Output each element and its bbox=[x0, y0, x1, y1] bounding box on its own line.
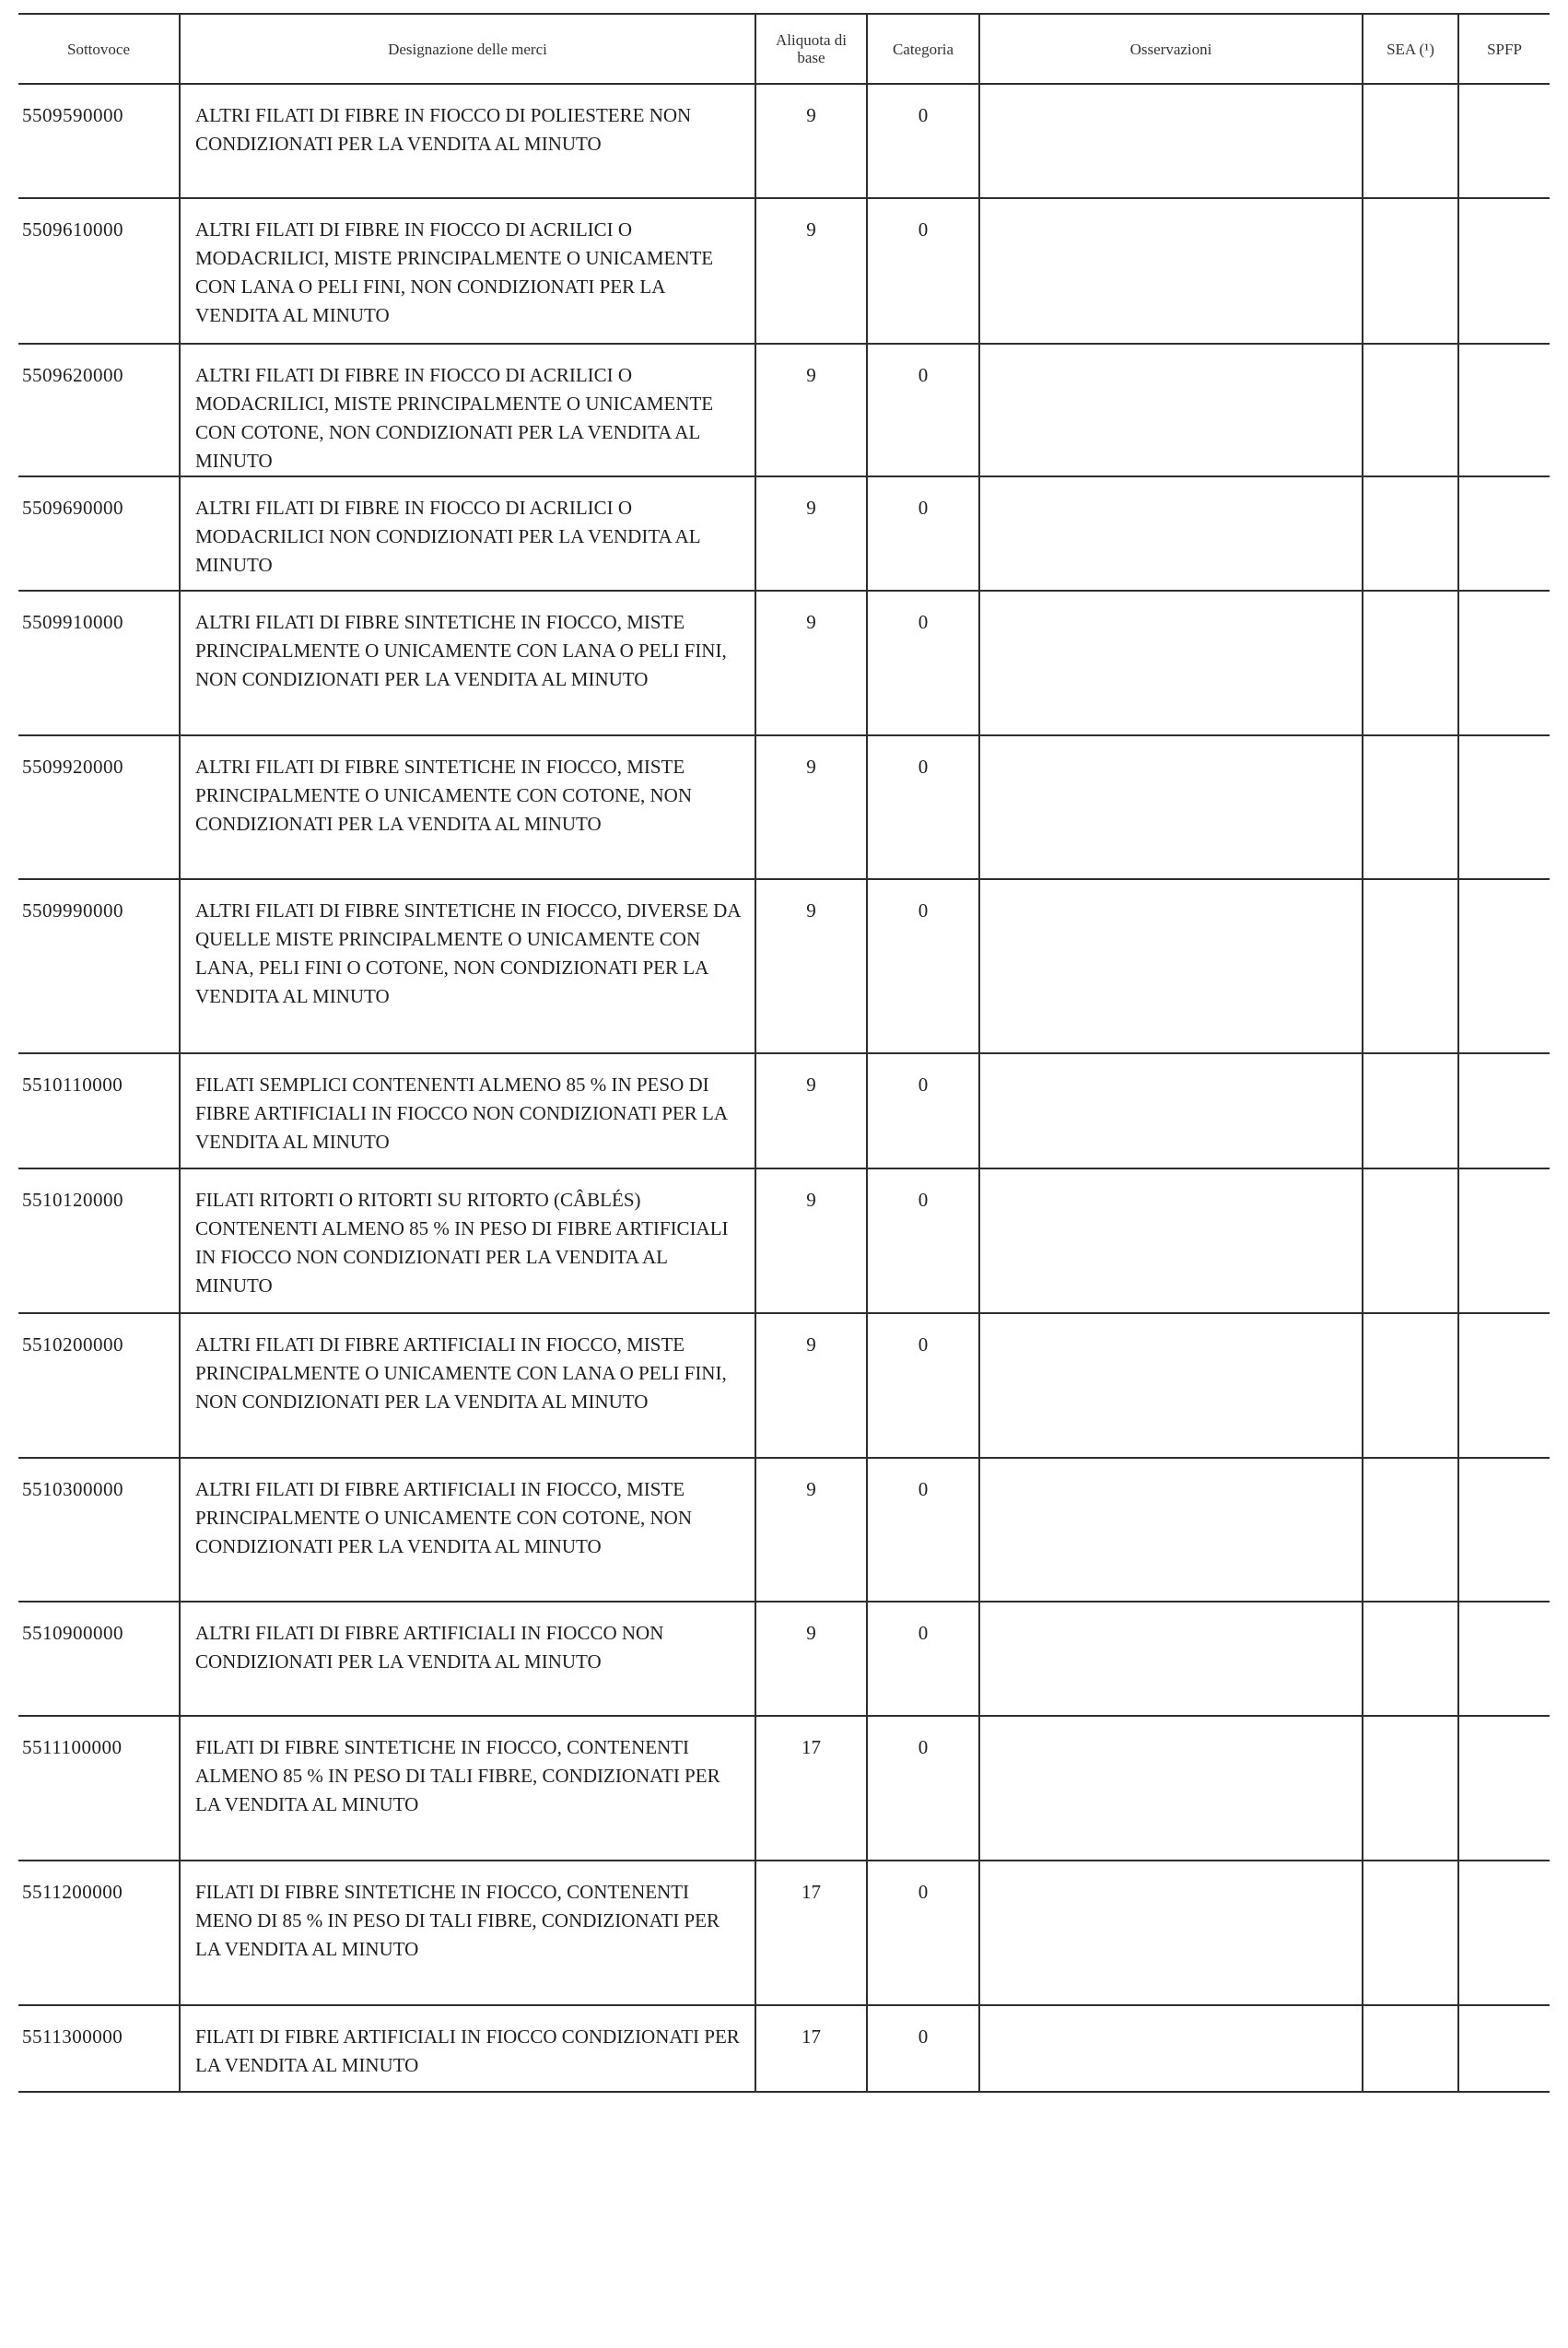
cell-sea bbox=[1363, 198, 1458, 344]
cell-categoria: 0 bbox=[867, 1458, 979, 1602]
cell-sea bbox=[1363, 1861, 1458, 2005]
table-row bbox=[18, 879, 1550, 1053]
cell-description: ALTRI FILATI DI FIBRE SINTETICHE IN FIOCCO, MISTE PRINCIPALMENTE O UNICAMENTE CON LANA O PELI FINI, NON CONDIZIONATI PER LA VENDITA AL MINUTO bbox=[180, 591, 755, 735]
cell-description: ALTRI FILATI DI FIBRE IN FIOCCO DI POLIESTERE NON CONDIZIONATI PER LA VENDITA AL MINUTO bbox=[180, 84, 755, 198]
cell-osservazioni bbox=[979, 2005, 1363, 2092]
table-row bbox=[18, 1053, 1550, 1168]
header-categoria: Categoria bbox=[867, 14, 979, 84]
cell-spfp bbox=[1458, 476, 1550, 591]
cell-osservazioni bbox=[979, 735, 1363, 879]
cell-osservazioni bbox=[979, 84, 1363, 198]
cell-aliquota: 9 bbox=[755, 1602, 867, 1716]
header-designazione: Designazione delle merci bbox=[180, 14, 755, 84]
cell-description: ALTRI FILATI DI FIBRE IN FIOCCO DI ACRILICI O MODACRILICI NON CONDIZIONATI PER LA VENDITA AL MINUTO bbox=[180, 476, 755, 591]
cell-osservazioni bbox=[979, 1313, 1363, 1458]
cell-aliquota: 9 bbox=[755, 198, 867, 344]
table-header bbox=[18, 14, 1550, 84]
cell-categoria: 0 bbox=[867, 735, 979, 879]
cell-code: 5509590000 bbox=[18, 84, 180, 198]
table-row bbox=[18, 1458, 1550, 1602]
cell-categoria: 0 bbox=[867, 1053, 979, 1168]
cell-spfp bbox=[1458, 344, 1550, 476]
cell-sea bbox=[1363, 1602, 1458, 1716]
cell-sea bbox=[1363, 476, 1458, 591]
cell-sea bbox=[1363, 1053, 1458, 1168]
table-row bbox=[18, 1861, 1550, 2005]
cell-aliquota: 9 bbox=[755, 84, 867, 198]
table-row bbox=[18, 198, 1550, 344]
cell-aliquota: 9 bbox=[755, 735, 867, 879]
cell-code: 5511100000 bbox=[18, 1716, 180, 1861]
table-row bbox=[18, 591, 1550, 735]
cell-categoria: 0 bbox=[867, 84, 979, 198]
cell-aliquota: 9 bbox=[755, 1458, 867, 1602]
cell-spfp bbox=[1458, 1602, 1550, 1716]
cell-osservazioni bbox=[979, 1716, 1363, 1861]
cell-osservazioni bbox=[979, 1861, 1363, 2005]
cell-description: FILATI SEMPLICI CONTENENTI ALMENO 85 % IN PESO DI FIBRE ARTIFICIALI IN FIOCCO NON CONDIZIONATI PER LA VENDITA AL MINUTO bbox=[180, 1053, 755, 1168]
cell-aliquota: 9 bbox=[755, 1053, 867, 1168]
table-row bbox=[18, 1313, 1550, 1458]
header-osservazioni: Osservazioni bbox=[979, 14, 1363, 84]
cell-osservazioni bbox=[979, 879, 1363, 1053]
cell-description: FILATI DI FIBRE SINTETICHE IN FIOCCO, CONTENENTI ALMENO 85 % IN PESO DI TALI FIBRE, CONDIZIONATI PER LA VENDITA AL MINUTO bbox=[180, 1716, 755, 1861]
cell-spfp bbox=[1458, 1861, 1550, 2005]
cell-categoria: 0 bbox=[867, 879, 979, 1053]
cell-categoria: 0 bbox=[867, 198, 979, 344]
cell-sea bbox=[1363, 1313, 1458, 1458]
table-row bbox=[18, 344, 1550, 476]
cell-description: FILATI RITORTI O RITORTI SU RITORTO (CÂBLÉS) CONTENENTI ALMENO 85 % IN PESO DI FIBRE ARTIFICIALI IN FIOCCO NON CONDIZIONATI PER LA VENDITA AL MINUTO bbox=[180, 1168, 755, 1313]
cell-sea bbox=[1363, 735, 1458, 879]
cell-categoria: 0 bbox=[867, 1602, 979, 1716]
cell-spfp bbox=[1458, 198, 1550, 344]
cell-sea bbox=[1363, 1168, 1458, 1313]
table-row bbox=[18, 1602, 1550, 1716]
cell-spfp bbox=[1458, 879, 1550, 1053]
cell-osservazioni bbox=[979, 1053, 1363, 1168]
cell-aliquota: 17 bbox=[755, 2005, 867, 2092]
cell-categoria: 0 bbox=[867, 1716, 979, 1861]
cell-spfp bbox=[1458, 1313, 1550, 1458]
cell-spfp bbox=[1458, 1168, 1550, 1313]
cell-aliquota: 9 bbox=[755, 1168, 867, 1313]
cell-description: ALTRI FILATI DI FIBRE SINTETICHE IN FIOCCO, MISTE PRINCIPALMENTE O UNICAMENTE CON COTONE, NON CONDIZIONATI PER LA VENDITA AL MINUTO bbox=[180, 735, 755, 879]
cell-code: 5510300000 bbox=[18, 1458, 180, 1602]
table-body bbox=[18, 84, 1550, 2092]
cell-spfp bbox=[1458, 591, 1550, 735]
cell-code: 5510120000 bbox=[18, 1168, 180, 1313]
cell-description: ALTRI FILATI DI FIBRE ARTIFICIALI IN FIOCCO, MISTE PRINCIPALMENTE O UNICAMENTE CON LANA O PELI FINI, NON CONDIZIONATI PER LA VENDITA AL MINUTO bbox=[180, 1313, 755, 1458]
cell-categoria: 0 bbox=[867, 1313, 979, 1458]
cell-osservazioni bbox=[979, 1168, 1363, 1313]
cell-aliquota: 9 bbox=[755, 591, 867, 735]
cell-aliquota: 17 bbox=[755, 1716, 867, 1861]
cell-aliquota: 17 bbox=[755, 1861, 867, 2005]
cell-spfp bbox=[1458, 1053, 1550, 1168]
header-aliquota-line1: Aliquota di bbox=[776, 31, 847, 49]
cell-aliquota: 9 bbox=[755, 1313, 867, 1458]
cell-sea bbox=[1363, 1458, 1458, 1602]
cell-description: FILATI DI FIBRE ARTIFICIALI IN FIOCCO CONDIZIONATI PER LA VENDITA AL MINUTO bbox=[180, 2005, 755, 2092]
cell-sea bbox=[1363, 84, 1458, 198]
cell-description: ALTRI FILATI DI FIBRE IN FIOCCO DI ACRILICI O MODACRILICI, MISTE PRINCIPALMENTE O UNICAMENTE CON LANA O PELI FINI, NON CONDIZIONATI PER LA VENDITA AL MINUTO bbox=[180, 198, 755, 344]
tariff-table bbox=[18, 13, 1550, 2093]
cell-osservazioni bbox=[979, 591, 1363, 735]
cell-spfp bbox=[1458, 1716, 1550, 1861]
cell-code: 5509910000 bbox=[18, 591, 180, 735]
cell-categoria: 0 bbox=[867, 1861, 979, 2005]
cell-spfp bbox=[1458, 2005, 1550, 2092]
cell-osservazioni bbox=[979, 476, 1363, 591]
cell-code: 5510900000 bbox=[18, 1602, 180, 1716]
table-row bbox=[18, 1716, 1550, 1861]
cell-code: 5509610000 bbox=[18, 198, 180, 344]
cell-spfp bbox=[1458, 735, 1550, 879]
header-row bbox=[18, 14, 1550, 84]
header-aliquota bbox=[755, 14, 867, 84]
cell-categoria: 0 bbox=[867, 344, 979, 476]
table-row bbox=[18, 476, 1550, 591]
cell-code: 5509920000 bbox=[18, 735, 180, 879]
header-sottovoce: Sottovoce bbox=[18, 14, 180, 84]
header-aliquota-line2: base bbox=[797, 49, 825, 66]
cell-spfp bbox=[1458, 1458, 1550, 1602]
cell-sea bbox=[1363, 879, 1458, 1053]
cell-code: 5510200000 bbox=[18, 1313, 180, 1458]
cell-code: 5509690000 bbox=[18, 476, 180, 591]
cell-description: ALTRI FILATI DI FIBRE ARTIFICIALI IN FIOCCO, MISTE PRINCIPALMENTE O UNICAMENTE CON COTONE, NON CONDIZIONATI PER LA VENDITA AL MINUTO bbox=[180, 1458, 755, 1602]
table-row bbox=[18, 84, 1550, 198]
header-spfp: SPFP bbox=[1458, 14, 1550, 84]
cell-description: ALTRI FILATI DI FIBRE ARTIFICIALI IN FIOCCO NON CONDIZIONATI PER LA VENDITA AL MINUTO bbox=[180, 1602, 755, 1716]
header-sea: SEA (¹) bbox=[1363, 14, 1458, 84]
cell-osservazioni bbox=[979, 1602, 1363, 1716]
table-row bbox=[18, 2005, 1550, 2092]
cell-sea bbox=[1363, 2005, 1458, 2092]
cell-aliquota: 9 bbox=[755, 476, 867, 591]
cell-aliquota: 9 bbox=[755, 879, 867, 1053]
cell-code: 5511200000 bbox=[18, 1861, 180, 2005]
cell-code: 5509620000 bbox=[18, 344, 180, 476]
cell-description: FILATI DI FIBRE SINTETICHE IN FIOCCO, CONTENENTI MENO DI 85 % IN PESO DI TALI FIBRE, CONDIZIONATI PER LA VENDITA AL MINUTO bbox=[180, 1861, 755, 2005]
table-row bbox=[18, 735, 1550, 879]
cell-categoria: 0 bbox=[867, 1168, 979, 1313]
cell-osservazioni bbox=[979, 1458, 1363, 1602]
cell-code: 5510110000 bbox=[18, 1053, 180, 1168]
cell-description: ALTRI FILATI DI FIBRE SINTETICHE IN FIOCCO, DIVERSE DA QUELLE MISTE PRINCIPALMENTE O UNICAMENTE CON LANA, PELI FINI O COTONE, NON CONDIZIONATI PER LA VENDITA AL MINUTO bbox=[180, 879, 755, 1053]
cell-sea bbox=[1363, 591, 1458, 735]
cell-code: 5511300000 bbox=[18, 2005, 180, 2092]
cell-categoria: 0 bbox=[867, 2005, 979, 2092]
cell-spfp bbox=[1458, 84, 1550, 198]
cell-categoria: 0 bbox=[867, 476, 979, 591]
cell-categoria: 0 bbox=[867, 591, 979, 735]
cell-sea bbox=[1363, 1716, 1458, 1861]
cell-osservazioni bbox=[979, 198, 1363, 344]
cell-description: ALTRI FILATI DI FIBRE IN FIOCCO DI ACRILICI O MODACRILICI, MISTE PRINCIPALMENTE O UNICAMENTE CON COTONE, NON CONDIZIONATI PER LA VENDITA AL MINUTO bbox=[180, 344, 755, 476]
cell-code: 5509990000 bbox=[18, 879, 180, 1053]
table-row bbox=[18, 1168, 1550, 1313]
cell-sea bbox=[1363, 344, 1458, 476]
cell-osservazioni bbox=[979, 344, 1363, 476]
cell-aliquota: 9 bbox=[755, 344, 867, 476]
